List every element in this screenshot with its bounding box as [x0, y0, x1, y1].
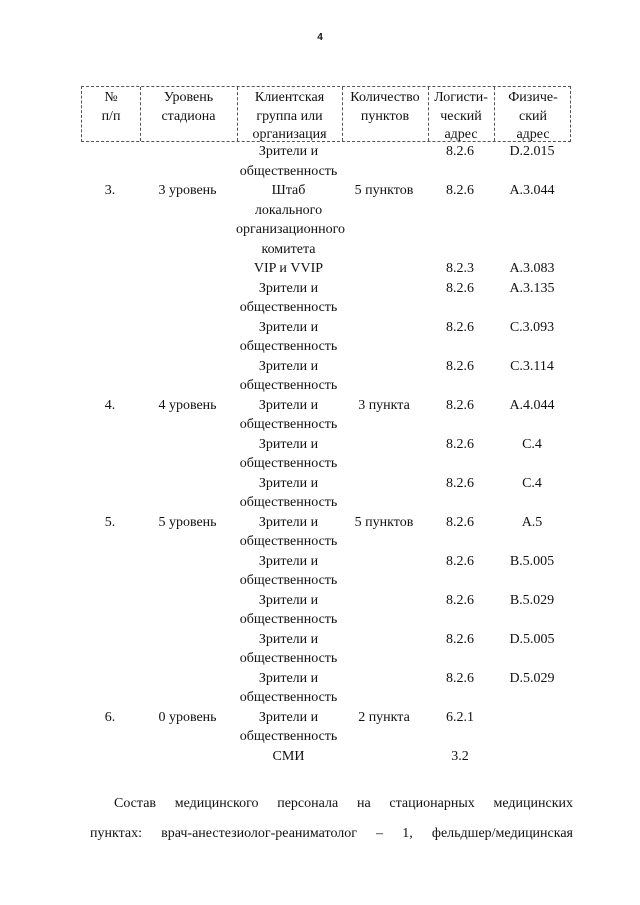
group-line: Зрители и	[258, 475, 319, 491]
table-row	[81, 318, 571, 357]
group-line: общественность	[239, 534, 338, 549]
cell-physical-address: С.3.093	[509, 319, 555, 335]
cell-client-group	[236, 181, 346, 259]
group-line: Зрители и	[258, 670, 319, 686]
table-row	[81, 396, 571, 435]
group-line: Зрители и	[258, 144, 319, 159]
cell-physical-address: А.5	[521, 514, 543, 530]
group-line: общественность	[239, 495, 338, 510]
cell-logistic-address: 8.2.6	[446, 397, 474, 413]
paragraph-line-1: Состав медицинского персонала на стационарных медицинских	[114, 796, 573, 811]
table-row	[81, 591, 571, 630]
cell-level: 5 уровень	[158, 514, 217, 530]
header-line: стадиона	[161, 108, 216, 124]
header-line: Количество	[350, 90, 420, 105]
cell-logistic-address: 8.2.6	[446, 183, 474, 198]
cell-client-group	[236, 630, 341, 669]
cell-client-group	[236, 259, 341, 279]
cell-points-count: 5 пунктов	[354, 183, 414, 198]
header-line: адрес	[444, 127, 478, 142]
cell-level: 0 уровень	[158, 709, 217, 725]
group-line: общественность	[239, 300, 338, 315]
group-line: общественность	[239, 612, 338, 627]
header-line: ский	[519, 108, 547, 124]
cell-physical-address: В.5.029	[509, 592, 555, 608]
group-line: Зрители и	[258, 631, 319, 647]
table-row	[81, 279, 571, 318]
table-row	[81, 552, 571, 591]
paragraph-line-2: пунктах: врач-анестезиолог-реаниматолог – 1, фельдшер/медицинская	[90, 826, 573, 841]
header-line: организация	[252, 127, 327, 142]
table-row	[81, 708, 571, 747]
cell-logistic-address: 8.2.6	[446, 631, 474, 647]
group-line: Зрители и	[258, 280, 319, 296]
group-line: Зрители и	[258, 319, 319, 335]
header-logistic-address	[428, 89, 494, 145]
cell-client-group	[236, 747, 341, 767]
cell-client-group	[236, 435, 341, 474]
cell-level: 3 уровень	[158, 183, 217, 198]
table-row	[81, 747, 571, 767]
cell-client-group	[236, 142, 341, 181]
cell-logistic-address: 8.2.3	[446, 261, 474, 276]
cell-logistic-address: 8.2.6	[446, 670, 474, 686]
cell-logistic-address: 8.2.6	[446, 475, 474, 491]
medical-points-table	[81, 86, 571, 766]
cell-points-count: 2 пункта	[358, 709, 410, 725]
cell-physical-address: А.3.135	[509, 280, 555, 296]
cell-client-group	[236, 279, 341, 318]
table-row	[81, 357, 571, 396]
cell-logistic-address: 8.2.6	[446, 358, 474, 374]
cell-logistic-address: 8.2.6	[446, 592, 474, 608]
cell-logistic-address: 3.2	[451, 748, 469, 764]
header-client-group	[237, 89, 342, 145]
cell-client-group	[236, 396, 341, 435]
cell-points-count: 3 пункта	[358, 397, 410, 413]
page-number: 4	[317, 32, 323, 43]
cell-physical-address: С.4	[522, 475, 542, 491]
table-row	[81, 259, 571, 279]
cell-logistic-address: 8.2.6	[446, 144, 474, 159]
header-line: Логисти-	[434, 90, 488, 105]
cell-physical-address: D.5.005	[509, 631, 555, 647]
cell-physical-address: А.3.044	[509, 183, 555, 198]
table-row	[81, 669, 571, 708]
cell-client-group	[236, 318, 341, 357]
group-line: общественность	[239, 573, 338, 588]
cell-physical-address: А.4.044	[509, 397, 555, 413]
cell-logistic-address: 8.2.6	[446, 436, 474, 452]
cell-number: 6.	[104, 709, 116, 725]
group-line: Штаб	[271, 183, 306, 198]
group-line: СМИ	[272, 748, 305, 764]
table-header	[81, 86, 571, 142]
group-line: Зрители и	[258, 553, 319, 569]
header-physical-address	[494, 89, 572, 145]
staff-paragraph	[90, 789, 573, 849]
group-line: общественность	[239, 456, 338, 471]
group-line: общественность	[239, 378, 338, 393]
header-line: пунктов	[360, 108, 410, 124]
cell-physical-address: А.3.083	[509, 261, 555, 276]
table-row	[81, 142, 571, 181]
cell-physical-address: С.4	[522, 436, 542, 452]
cell-level: 4 уровень	[158, 397, 217, 413]
group-line: Зрители и	[258, 358, 319, 374]
header-line: п/п	[101, 108, 121, 124]
group-line: Зрители и	[258, 436, 319, 452]
cell-number: 3.	[104, 183, 116, 198]
header-points-count	[342, 89, 428, 126]
header-line: №	[104, 90, 118, 105]
cell-physical-address: D.5.029	[509, 670, 555, 686]
cell-physical-address: D.2.015	[509, 144, 555, 159]
cell-physical-address: С.3.114	[510, 358, 554, 374]
cell-number: 4.	[104, 397, 116, 413]
header-line: Уровень	[163, 90, 214, 105]
cell-client-group	[236, 513, 341, 552]
group-line: общественность	[239, 163, 338, 179]
cell-client-group	[236, 708, 341, 747]
header-number	[82, 89, 140, 126]
cell-number: 5.	[104, 514, 116, 530]
cell-points-count: 5 пунктов	[354, 514, 414, 530]
cell-client-group	[236, 552, 341, 591]
cell-physical-address: В.5.005	[509, 553, 555, 569]
cell-logistic-address: 8.2.6	[446, 280, 474, 296]
group-line: VIP и VVIP	[253, 261, 324, 276]
cell-logistic-address: 8.2.6	[446, 514, 474, 530]
table-row	[81, 513, 571, 552]
header-level	[140, 89, 237, 126]
group-line: общественность	[239, 417, 338, 432]
header-line: Физиче-	[508, 90, 558, 105]
group-line: общественность	[239, 651, 338, 666]
table-row	[81, 181, 571, 259]
cell-client-group	[236, 474, 341, 513]
header-line: ческий	[440, 108, 482, 124]
group-line: Зрители и	[258, 397, 319, 413]
table-row	[81, 474, 571, 513]
cell-client-group	[236, 357, 341, 396]
group-line: Зрители и	[258, 592, 319, 608]
header-line: группа или	[256, 108, 323, 124]
header-line: адрес	[516, 127, 550, 142]
group-line: общественность	[239, 339, 338, 354]
group-line: организационного	[236, 222, 346, 237]
cell-logistic-address: 8.2.6	[446, 319, 474, 335]
group-line: локального	[254, 202, 323, 218]
group-line: общественность	[239, 690, 338, 705]
table-body	[81, 142, 571, 766]
table-row	[81, 630, 571, 669]
group-line: комитета	[261, 241, 316, 257]
group-line: общественность	[239, 729, 338, 744]
group-line: Зрители и	[258, 709, 319, 725]
group-line: Зрители и	[258, 514, 319, 530]
table-row	[81, 435, 571, 474]
header-line: Клиентская	[254, 90, 325, 105]
cell-client-group	[236, 591, 341, 630]
cell-logistic-address: 8.2.6	[446, 553, 474, 569]
cell-client-group	[236, 669, 341, 708]
cell-logistic-address: 6.2.1	[446, 709, 474, 725]
